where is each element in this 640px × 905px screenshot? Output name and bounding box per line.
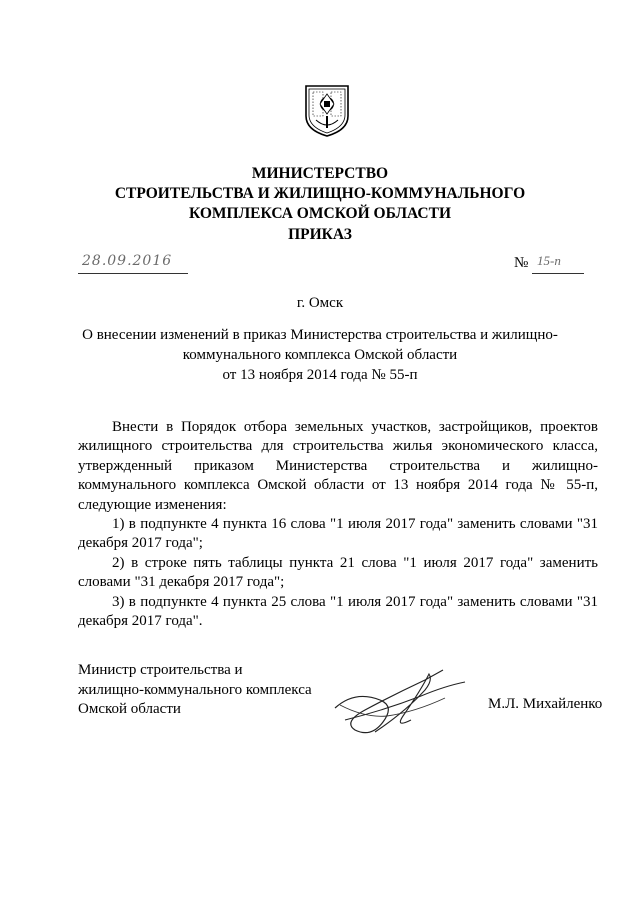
signer-position-line-3: Омской области xyxy=(78,701,181,717)
ministry-line-2: СТРОИТЕЛЬСТВА И ЖИЛИЩНО-КОММУНАЛЬНОГО xyxy=(114,185,526,202)
ministry-line-1: МИНИСТЕРСТВО xyxy=(251,165,389,182)
amendment-item-2: 2) в строке пять таблицы пункта 21 слова "1 июля 2017 года" заменить словами "31 декабря 2017 года"; xyxy=(78,554,598,591)
subject-line-2: коммунального комплекса Омской области xyxy=(182,347,458,363)
signer-name: М.Л. Михайленко xyxy=(488,696,603,712)
signer-position-line-1: Министр строительства и xyxy=(78,662,243,678)
body-intro: Внести в Порядок отбора земельных участков, застройщиков, проектов жилищного строительства для строительства жилья экономического класса, утвержденный приказом Министерства строительства и жилищно-коммунального комплекса Омской области от 13 ноября 2014 года № 55-п, xyxy=(78,419,598,494)
amendment-item-1: 1) в подпункте 4 пункта 16 слова "1 июля 2017 года" заменить словами "31 декабря 2017 года"; xyxy=(78,516,598,552)
number-underline xyxy=(532,273,584,274)
order-body xyxy=(78,418,598,631)
ministry-name xyxy=(0,164,640,224)
handwritten-signature xyxy=(325,660,475,750)
ministry-line-3: КОМПЛЕКСА ОМСКОЙ ОБЛАСТИ xyxy=(188,205,452,222)
handwritten-date: 28.09.2016 xyxy=(82,253,173,269)
signer-position-line-2: жилищно-коммунального комплекса xyxy=(78,681,312,698)
date-underline xyxy=(78,273,188,274)
handwritten-number: 15-п xyxy=(537,253,561,268)
coat-of-arms-icon xyxy=(304,84,350,138)
signer-position xyxy=(78,661,312,720)
document-type-title: ПРИКАЗ xyxy=(288,226,352,243)
subject-line-3: от 13 ноября 2014 года № 55-п xyxy=(222,367,418,383)
order-subject xyxy=(0,325,640,385)
city-name: г. Омск xyxy=(296,295,344,311)
number-sign: № xyxy=(514,255,529,271)
amendment-item-3: 3) в подпункте 4 пункта 25 слова "1 июля 2017 года" заменить словами "31 декабря 2017 года". xyxy=(78,593,598,630)
subject-line-1: О внесении изменений в приказ Министерства строительства и жилищно- xyxy=(82,327,558,343)
body-intro-end: следующие изменения: xyxy=(78,496,227,513)
